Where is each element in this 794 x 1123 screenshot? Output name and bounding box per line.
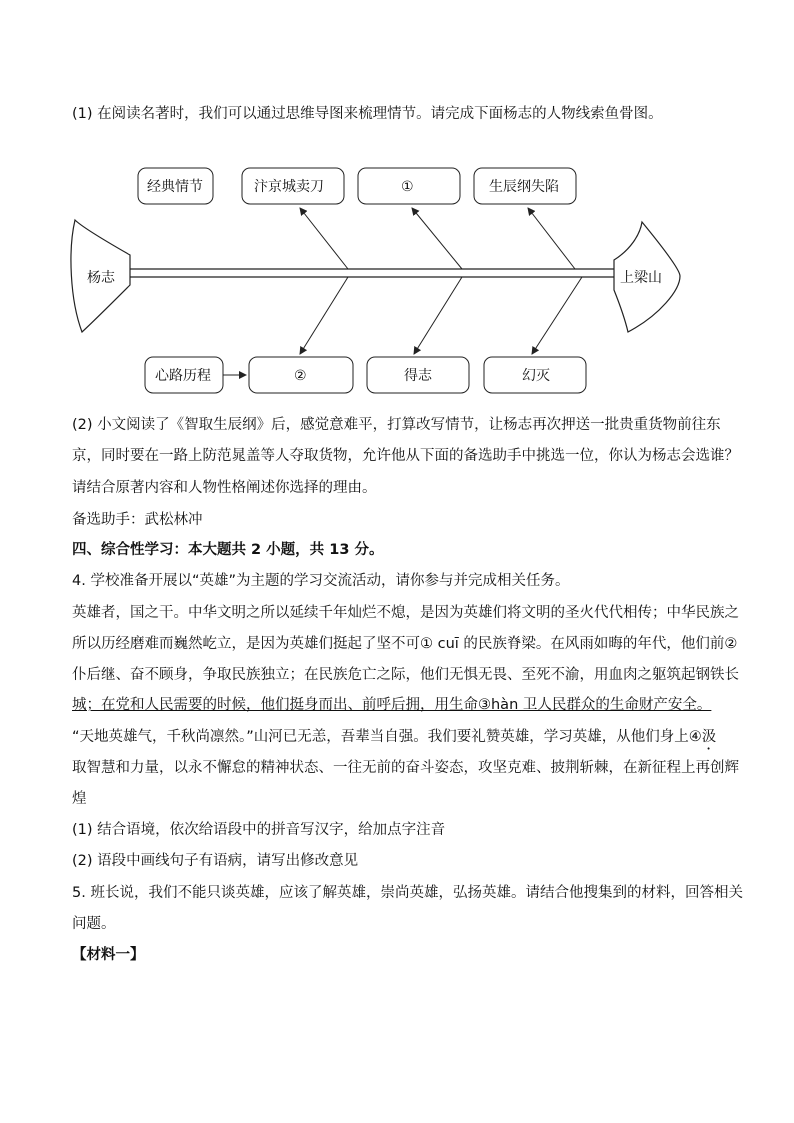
fish-head-label: 杨志 [87, 270, 115, 286]
top-arrow-1 [300, 208, 348, 269]
bottom-box-2-label: 幻灭 [522, 368, 550, 384]
bottom-label-text: 心路历程 [155, 368, 211, 384]
passage-line-6: 取智慧和力量，以永不懈怠的精神状态、一往无前的奋斗姿态，攻坚克难、披荆斩棘，在新征程上再创辉 [72, 760, 739, 776]
bottom-box-1-label: 得志 [404, 368, 432, 384]
fishbone-diagram [0, 150, 794, 410]
passage-line-2: 所以历经磨难而巍然屹立，是因为英雄们挺起了坚不可① cuī 的民族脊梁。在风雨如晦的年代，他们前② [72, 636, 738, 652]
fish-tail-label: 上梁山 [620, 270, 662, 286]
question-2-part-2-line-3: 请结合原著内容和人物性格阐述你选择的理由。 [72, 480, 377, 496]
passage-line-1: 英雄者，国之干。中华文明之所以延续千年灿烂不熄，是因为英雄们将文明的圣火代代相传；中华民族之 [72, 605, 739, 621]
bottom-arrow-1 [300, 277, 348, 354]
top-box-1-label: 汴京城卖刀 [254, 179, 324, 195]
question-4-intro: 4. 学校准备开展以“英雄”为主题的学习交流活动，请你参与并完成相关任务。 [72, 573, 570, 589]
material-1-heading: 【材料一】 [72, 947, 145, 963]
bottom-box-0-label: ② [294, 368, 307, 384]
top-arrow-2 [412, 208, 462, 269]
question-5-line-2: 问题。 [72, 916, 116, 932]
top-box-3-label: 生辰纲失陷 [489, 179, 559, 195]
dotted-character: 汲 [701, 729, 717, 745]
passage-line-5 [72, 727, 716, 753]
question-2-part-1: (1) 在阅读名著时，我们可以通过思维导图来梳理情节。请完成下面杨志的人物线索鱼骨图。 [72, 106, 663, 122]
section-4-heading: 四、综合性学习：本大题共 2 小题，共 13 分。 [72, 542, 384, 558]
passage-line-4-underlined: 城；在党和人民需要的时候，他们挺身而出、前呼后拥，用生命③hàn 卫人民群众的生命财产安全。 [72, 697, 712, 713]
question-2-part-2-line-2: 京，同时要在一路上防范晁盖等人夺取货物，允许他从下面的备选助手中挑选一位，你认为杨志会选谁？ [72, 448, 739, 464]
top-box-2-label: ① [401, 179, 414, 195]
question-4-sub-1: (1) 结合语境，依次给语段中的拼音写汉字，给加点字注音 [72, 822, 446, 838]
bottom-arrow-2 [414, 277, 462, 354]
candidate-helpers: 备选助手：武松林冲 [72, 512, 203, 528]
top-box-0-label: 经典情节 [147, 179, 203, 195]
question-4-sub-2: (2) 语段中画线句子有语病，请写出修改意见 [72, 853, 359, 869]
question-2-part-2-line-1: (2) 小文阅读了《智取生辰纲》后，感觉意难平，打算改写情节，让杨志再次押送一批贵重货物前往东 [72, 417, 721, 433]
passage-line-3: 仆后继、奋不顾身，争取民族独立；在民族危亡之际，他们无惧无畏、至死不渝，用血肉之躯筑起钢铁长 [72, 667, 739, 683]
bottom-arrow-3 [532, 277, 582, 354]
top-arrow-3 [528, 208, 575, 269]
question-5-line-1: 5. 班长说，我们不能只谈英雄，应该了解英雄，崇尚英雄，弘扬英雄。请结合他搜集到的材料，回答相关 [72, 885, 743, 901]
passage-line-7: 煌 [72, 791, 87, 807]
passage-line-5-text: “天地英雄气，千秋尚凛然。”山河已无恙，吾辈当自强。我们要礼赞英雄，学习英雄，从他们身上④ [72, 729, 702, 745]
